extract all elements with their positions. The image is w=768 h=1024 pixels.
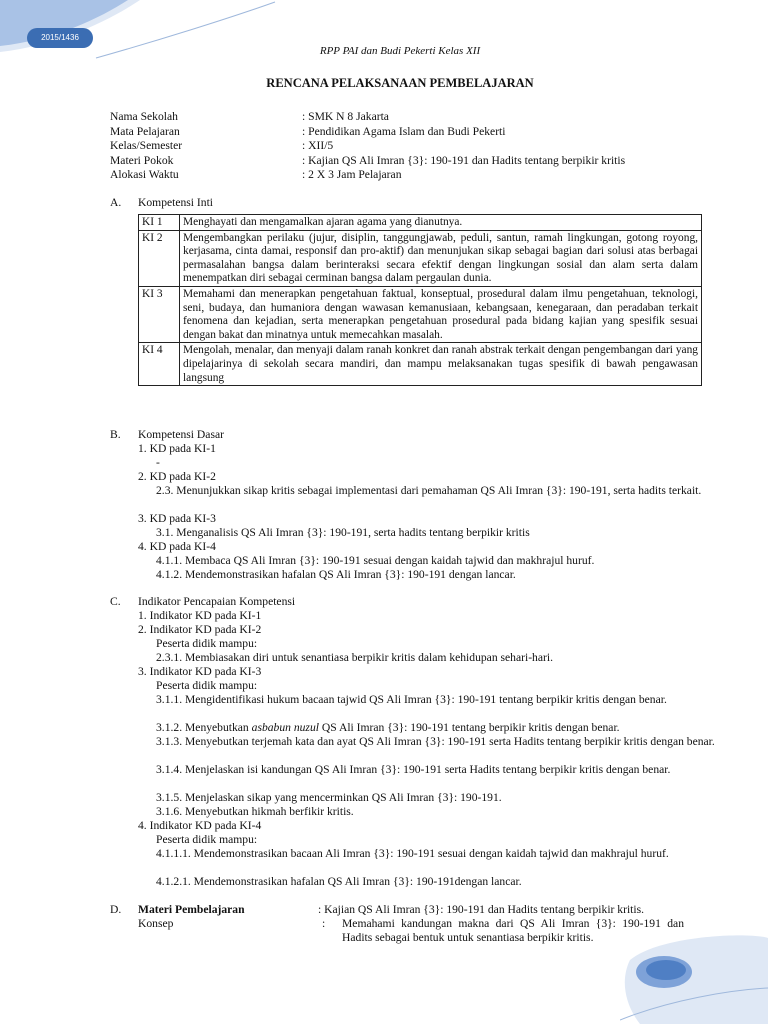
list-item: 4.1.1.1. Mendemonstrasikan bacaan Ali Imran {3}: 190-191 sesuai dengan kaidah tajwid dan makhrajul huruf. [156,847,669,860]
ki-text: Menghayati dan mengamalkan ajaran agama yang dianutnya. [180,215,702,231]
section-title: Kompetensi Dasar [138,428,224,441]
list-item: 2. Indikator KD pada KI-2 [138,623,262,636]
ki-code: KI 2 [139,230,180,286]
list-item: Peserta didik mampu: [156,679,258,692]
identity-label: Materi Pokok [110,153,174,167]
identity-label: Alokasi Waktu [110,168,179,181]
indicator-text: 3.1.2. Menyebutkan [156,721,252,734]
identity-block [110,110,625,183]
ki-code: KI 4 [139,343,180,386]
footer-decoration [620,930,768,1024]
identity-value: : SMK N 8 Jakarta [302,110,389,123]
list-item: 3.1.3. Menyebutkan terjemah kata dan ayat QS Ali Imran {3}: 190-191 serta Hadits tentang berpikir kritis dengan benar. [156,735,715,748]
indicator-term: asbabun nuzul [251,721,319,734]
identity-row [110,154,625,169]
concept-label: Konsep [138,917,174,930]
identity-label: Kelas/Semester [110,139,183,152]
table-row [139,215,702,231]
list-item: 3.1.5. Menjelaskan sikap yang mencerminkan QS Ali Imran {3}: 190-191. [156,791,502,804]
list-item: 2.3.1. Membiasakan diri untuk senantiasa berpikir kritis dalam kehidupan sehari-hari. [156,651,553,664]
section-letter: D. [110,903,122,916]
list-item: Peserta didik mampu: [156,833,258,846]
ki-code: KI 3 [139,286,180,342]
list-item: 4.1.2. Mendemonstrasikan hafalan QS Ali Imran {3}: 190-191 dengan lancar. [156,568,516,581]
list-item: 3.1. Menganalisis QS Ali Imran {3}: 190-191, serta hadits tentang berpikir kritis [156,526,530,539]
list-item: 1. Indikator KD pada KI-1 [138,609,262,622]
section-letter: B. [110,428,121,441]
list-item: 3. KD pada KI-3 [138,512,216,525]
identity-row [110,125,625,140]
identity-value: : Pendidikan Agama Islam dan Budi Pekerti [302,124,506,138]
list-item: 4. KD pada KI-4 [138,540,216,553]
indicator-text: QS Ali Imran {3}: 190-191 tentang berpikir kritis dengan benar. [318,721,620,734]
list-item: 2. KD pada KI-2 [138,470,216,483]
ki-code: KI 1 [139,215,180,231]
identity-value: : Kajian QS Ali Imran {3}: 190-191 dan Hadits tentang berpikir kritis [302,153,626,167]
list-item: Peserta didik mampu: [156,637,258,650]
list-item: - [156,456,160,469]
list-item [156,721,620,735]
list-item: 3. Indikator KD pada KI-3 [138,665,262,678]
list-item: 4.1.1. Membaca QS Ali Imran {3}: 190-191 sesuai dengan kaidah tajwid dan makhrajul huruf. [156,554,595,567]
identity-label: Mata Pelajaran [110,124,180,138]
list-item: 3.1.6. Menyebutkan hikmah berfikir kritis. [156,805,354,818]
section-title: Indikator Pencapaian Kompetensi [138,595,296,608]
year-badge: 2015/1436 [27,28,93,48]
list-item: 1. KD pada KI-1 [138,442,216,455]
list-item: 3.1.1. Mengidentifikasi hukum bacaan tajwid QS Ali Imran {3}: 190-191 tentang berpikir kritis dengan benar. [156,693,667,706]
table-row [139,286,702,342]
core-competency-table [138,214,702,386]
identity-value: : XII/5 [302,139,334,152]
list-item: 4.1.2.1. Mendemonstrasikan hafalan QS Ali Imran {3}: 190-191dengan lancar. [156,875,522,888]
concept-value: Memahami kandungan makna dari QS Ali Imran {3}: 190-191 dan Hadits sebagai bentuk untuk senantiasa berpikir kritis. [342,917,684,944]
material-value: : Kajian QS Ali Imran {3}: 190-191 dan Hadits tentang berpikir kritis. [318,903,645,916]
ki-text: Mengembangkan perilaku (jujur, disiplin, tanggungjawab, peduli, santun, ramah lingkungan, gotong royong, kerjasama, cinta damai, responsif dan pro-aktif) dan menunjukan sikap sebagai bagian dari solusi atas berbagai permasalahan bangsa dalam berinteraksi secara efektif dengan lingkungan sosial dan alam serta dalam menempatkan diri sebagai cerminan bangsa dalam pergaulan dunia. [180,230,702,286]
list-item: 4. Indikator KD pada KI-4 [138,819,262,832]
identity-value: : 2 X 3 Jam Pelajaran [302,168,402,181]
identity-label: Nama Sekolah [110,110,178,123]
running-header: RPP PAI dan Budi Pekerti Kelas XII [319,45,481,57]
section-letter: A. [110,196,122,209]
section-letter: C. [110,595,121,608]
table-row [139,343,702,386]
section-title: Kompetensi Inti [138,196,214,209]
page-title: RENCANA PELAKSANAAN PEMBELAJARAN [266,76,534,90]
ki-text: Memahami dan menerapkan pengetahuan faktual, konseptual, prosedural dalam ilmu pengetahuan, teknologi, seni, budaya, dan humaniora dengan wawasan kemanusiaan, kebangsaan, kenegaraan, dan peradaban terkait fenomena dan kejadian, serta menerapkan pengetahuan prosedural pada bidang kajian yang spesifik sesuai dengan bakat dan minatnya untuk memecahkan masalah. [180,286,702,342]
ki-text: Mengolah, menalar, dan menyaji dalam ranah konkret dan ranah abstrak terkait dengan pengembangan dari yang dipelajarinya di sekolah secara mandiri, dan mampu melaksanakan tugas spesifik di bawah pengawasan langsung [180,343,702,386]
identity-row [110,168,625,183]
list-item: 2.3. Menunjukkan sikap kritis sebagai implementasi dari pemahaman QS Ali Imran {3}: 190-191, serta hadits terkait. [156,484,702,497]
table-row [139,230,702,286]
identity-row [110,110,625,125]
list-item: 3.1.4. Menjelaskan isi kandungan QS Ali Imran {3}: 190-191 serta Hadits tentang berpikir kritis dengan benar. [156,763,671,776]
concept-colon: : [322,917,326,930]
identity-row [110,139,625,154]
section-title: Materi Pembelajaran [138,903,245,916]
